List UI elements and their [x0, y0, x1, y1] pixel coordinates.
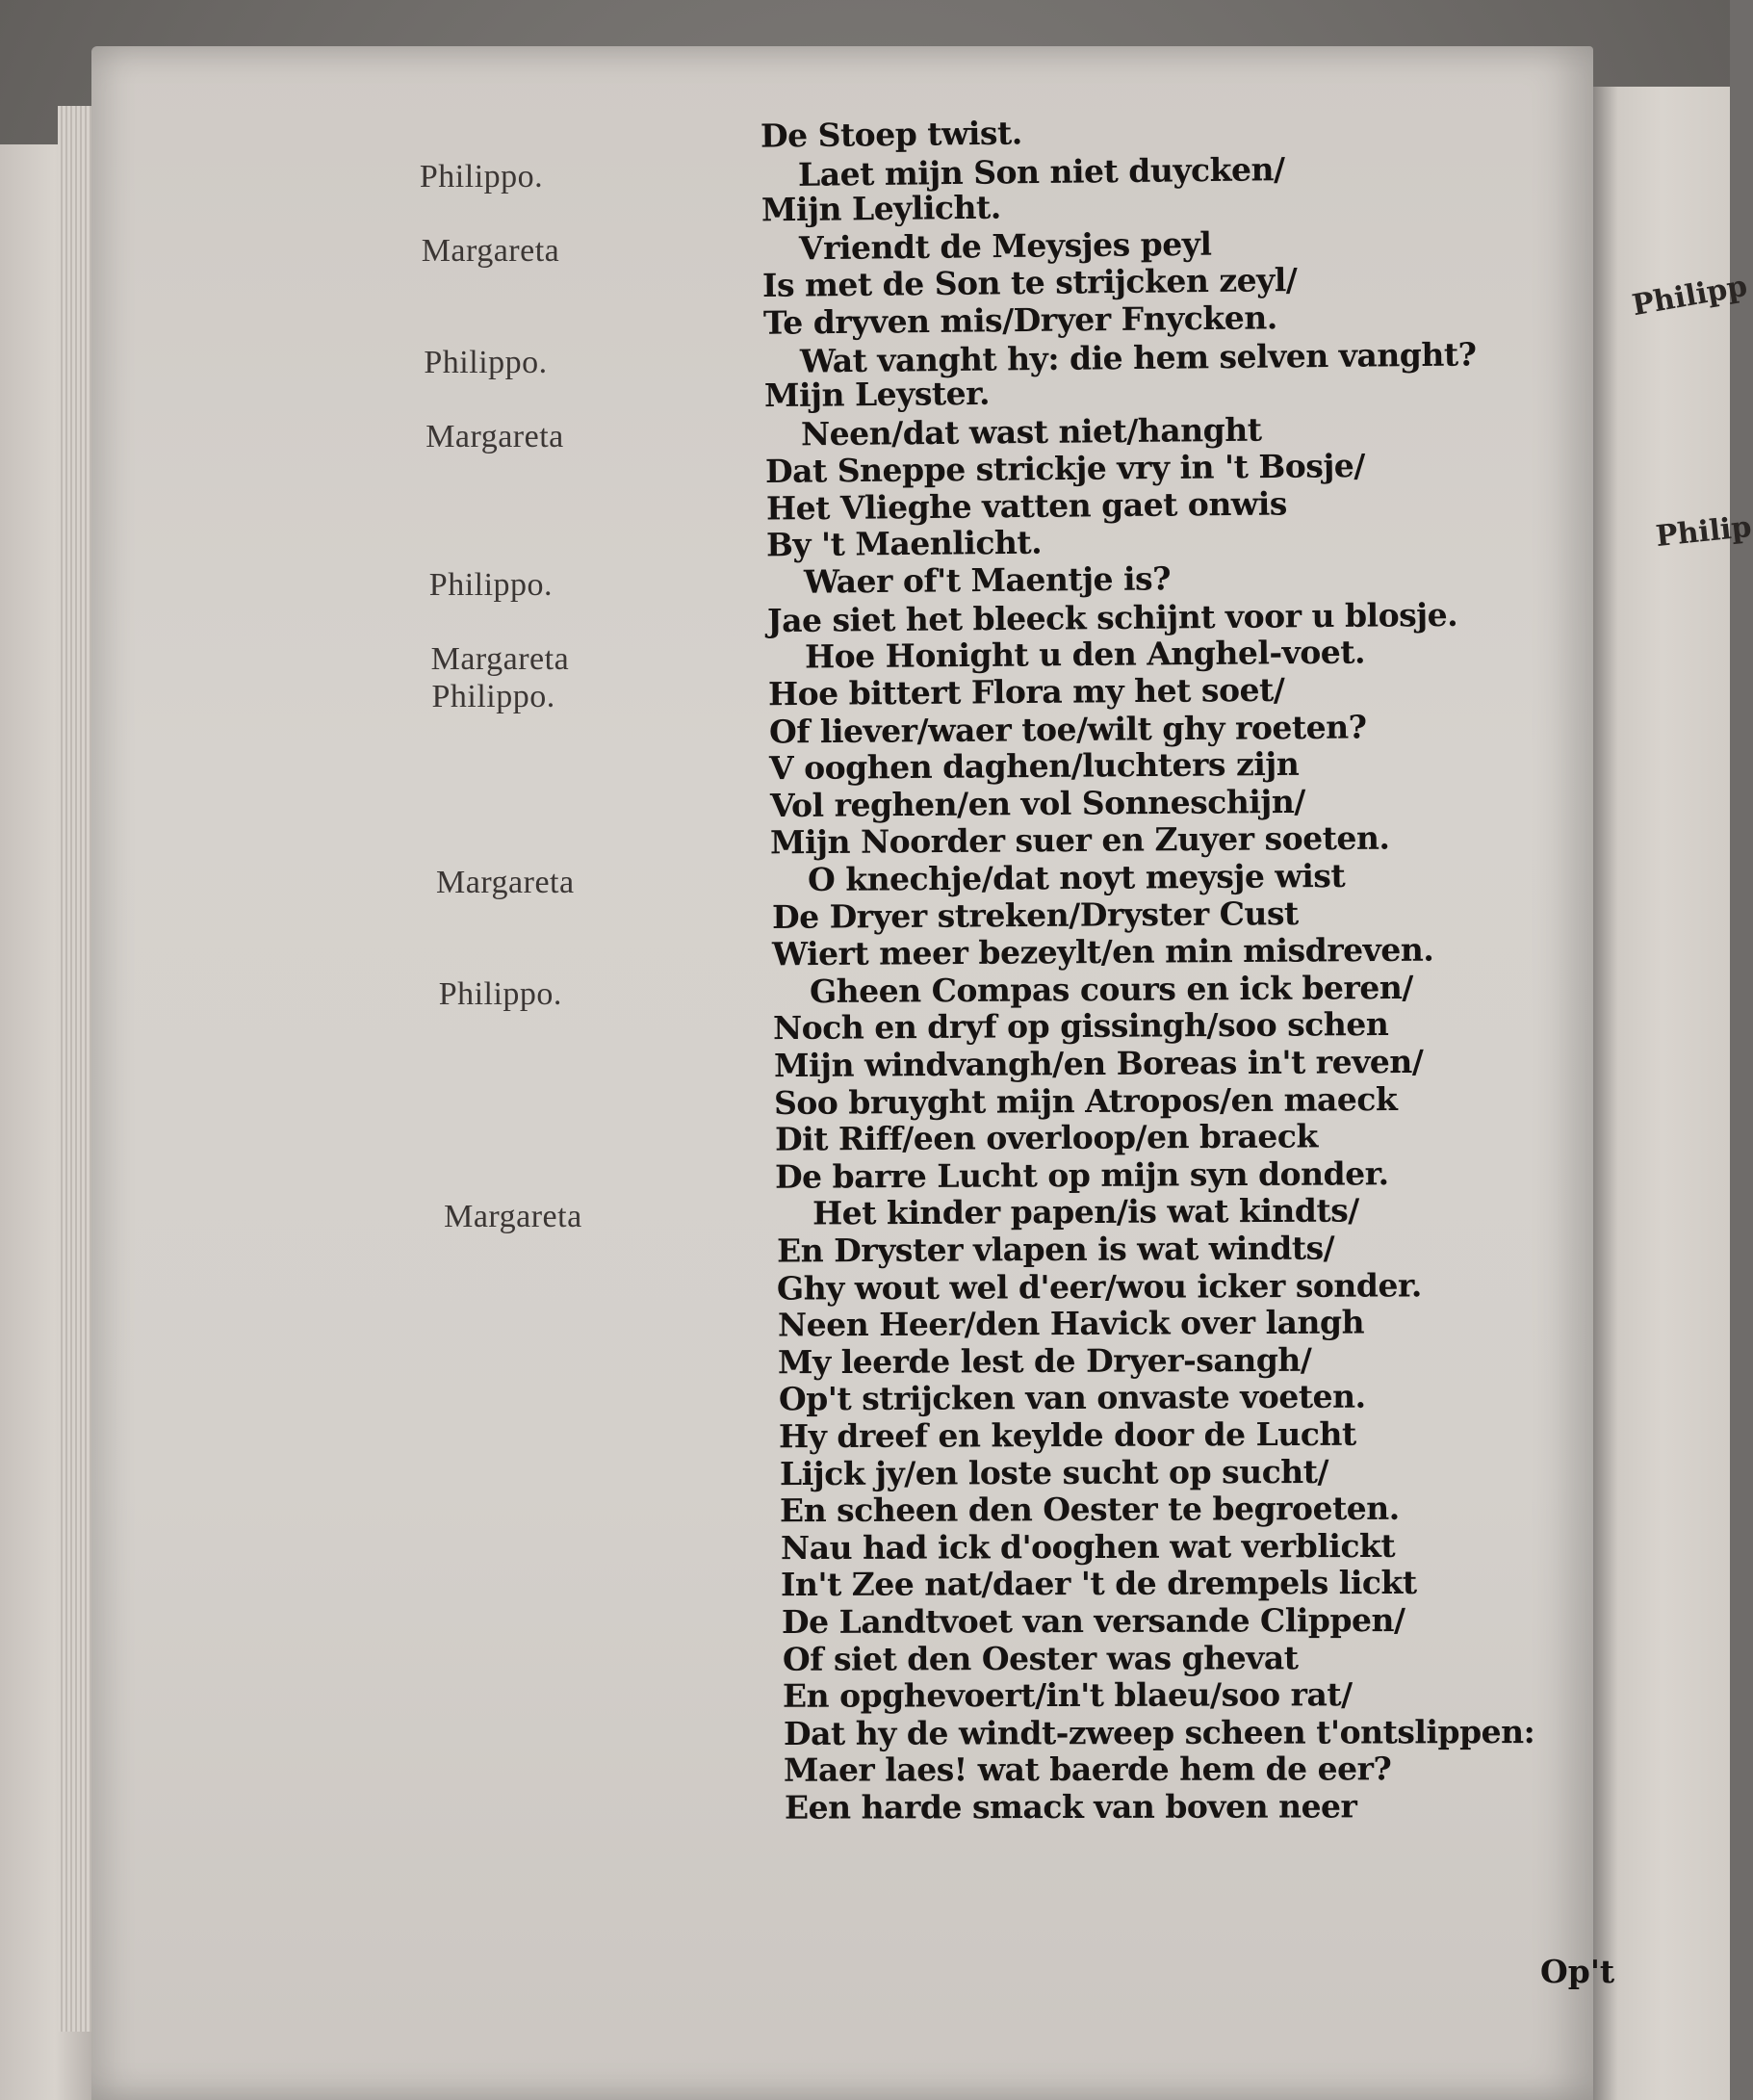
verse-line: Mijn windvangh/en Boreas in't reven/ [773, 1042, 1424, 1085]
verse-line: Lijck jy/en loste sucht op sucht/ [779, 1452, 1328, 1492]
verse-line: Hy dreef en keylde door de Lucht [779, 1414, 1356, 1456]
verse-line: Is met de Son te strijcken zeyl/ [761, 261, 1298, 305]
verse-line: Neen Heer/den Havick over langh [777, 1303, 1364, 1344]
verse-line: Op't strijcken van onvaste voeten. [778, 1378, 1366, 1418]
speaker-name: Philippo. [431, 679, 555, 714]
verse-line: Mijn Leylicht. [760, 188, 1002, 229]
facing-page-speaker: Philipp [1629, 269, 1750, 324]
verse-line: De barre Lucht op mijn syn donder. [775, 1154, 1390, 1196]
verse-line: Laet mijn Son niet duycken/ [797, 149, 1285, 194]
verse-line: Jae siet het bleeck schijnt voor u blosje. [766, 595, 1458, 639]
verse-line: En Dryster vlapen is wat windts/ [776, 1229, 1334, 1270]
verse-line: De Landtvoet van versande Clippen/ [781, 1600, 1405, 1642]
verse-line: Het kinder papen/is wat kindts/ [812, 1191, 1359, 1232]
speaker-name: Philippo. [428, 567, 554, 604]
verse-line: Hoe bittert Flora my het soet/ [768, 670, 1285, 713]
facing-page-speaker: Philip [1654, 509, 1753, 555]
verse-line: Mijn Noorder suer en Zuyer soeten. [770, 818, 1390, 862]
catchword: Op't [1540, 1953, 1615, 1990]
verse-line: Dat Sneppe strickje vry in 't Bosje/ [764, 447, 1365, 491]
verse-line: Mijn Leyster. [763, 375, 991, 415]
speaker-name: Margareta [444, 1199, 582, 1235]
verse-line: By 't Maenlicht. [765, 523, 1043, 563]
verse-line: De Dryer streken/Dryster Cust [771, 894, 1299, 936]
verse-line: Dat hy de windt-zweep scheen t'ontslippen: [783, 1712, 1535, 1752]
facing-page-edge [1593, 87, 1753, 2100]
book-page [91, 46, 1615, 2100]
speaker-name: Philippo. [438, 975, 562, 1012]
verse-line: Wiert meer bezeylt/en min misdreven. [771, 930, 1434, 973]
verse-line: Nau had ick d'ooghen wat verblickt [780, 1526, 1396, 1567]
verse-line: Het Vlieghe vatten gaet onwis [765, 484, 1287, 528]
verse-line: Vol reghen/en vol Sonneschijn/ [769, 782, 1305, 824]
verse-line: Vriendt de Meysjes peyl [798, 224, 1212, 268]
verse-line: Te dryven mis/Dryer Fnycken. [762, 298, 1277, 342]
verse-line: Wat vanght hy: die hem selven vanght? [800, 334, 1477, 380]
verse-line: Of liever/waer toe/wilt ghy roeten? [768, 708, 1367, 751]
verse-line: Of siet den Oester was ghevat [782, 1638, 1299, 1678]
verse-line: Een harde smack van boven neer [784, 1787, 1357, 1827]
verse-line: V ooghen daghen/luchters zijn [769, 744, 1300, 788]
verse-line: Gheen Compas cours en ick beren/ [809, 968, 1413, 1010]
speaker-name: Margareta [436, 865, 575, 900]
verse-line: Soo bruyght mijn Atropos/en maeck [774, 1079, 1398, 1122]
verse-line: En scheen den Oester te begroeten. [780, 1489, 1401, 1530]
verse-line: De Stoep twist. [760, 114, 1022, 155]
verse-line: En opghevoert/in't blaeu/soo rat/ [783, 1675, 1353, 1715]
verse-line: Neen/dat wast niet/hanght [801, 410, 1263, 454]
verse-line: Waer of't Maentje is? [803, 559, 1171, 601]
verse-line: Hoe Honight u den Anghel-voet. [804, 633, 1365, 676]
verse-line: Maer laes! wat baerde hem de eer? [784, 1750, 1392, 1790]
verse-line: My leerde lest de Dryer-sangh/ [778, 1340, 1312, 1382]
verse-line: Dit Riff/een overloop/en braeck [774, 1117, 1318, 1158]
speaker-name: Philippo. [424, 344, 548, 380]
verse-line: Ghy wout wel d'eer/wou icker sonder. [776, 1265, 1422, 1308]
speaker-name: Margareta [421, 232, 560, 269]
speaker-name: Margareta [425, 418, 564, 454]
verse-line: Noch en dryf op gissingh/soo schen [773, 1005, 1389, 1048]
verse-line: In't Zee nat/daer 't de drempels lickt [781, 1564, 1418, 1604]
speaker-name: Margareta [430, 641, 570, 678]
verse-line: O knechje/dat noyt meysje wist [807, 856, 1346, 899]
speaker-name: Philippo. [419, 158, 544, 194]
